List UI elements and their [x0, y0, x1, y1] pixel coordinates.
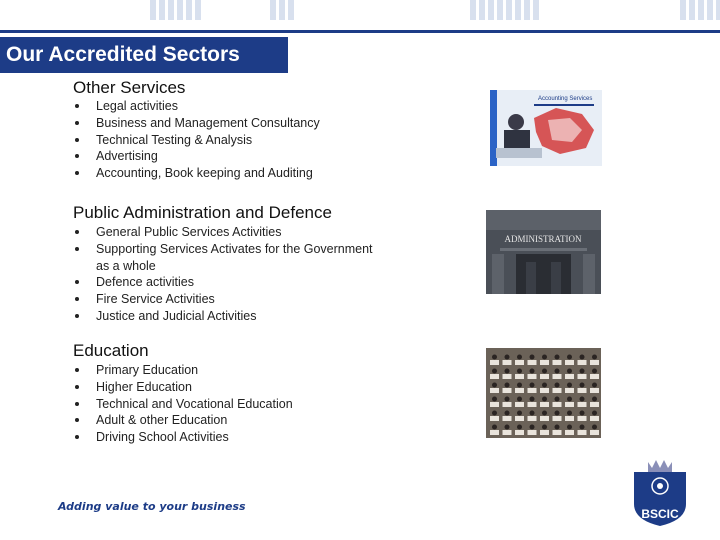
- list-item-text-continued: as a whole: [96, 258, 156, 273]
- list-item-text: Higher Education: [96, 379, 192, 394]
- exam-desk: [578, 388, 587, 393]
- header-grid-pattern: [270, 0, 294, 20]
- list-item-text: Technical and Vocational Education: [96, 396, 293, 411]
- student-figure: [567, 355, 572, 360]
- student-figure: [580, 425, 585, 430]
- page-title: Our Accredited Sectors: [0, 37, 288, 73]
- exam-desk: [540, 388, 549, 393]
- public-administration-list: [73, 224, 373, 325]
- header-grid-pattern: [470, 0, 539, 20]
- exam-desk: [578, 416, 587, 421]
- exam-desk: [490, 388, 499, 393]
- exam-desk: [540, 402, 549, 407]
- student-figure: [542, 369, 547, 374]
- exam-desk: [503, 416, 512, 421]
- exam-desk: [578, 430, 587, 435]
- bullet-icon: [75, 230, 79, 234]
- student-figure: [542, 355, 547, 360]
- exam-desk: [540, 360, 549, 365]
- student-figure: [542, 383, 547, 388]
- list-item-text: Adult & other Education: [96, 413, 228, 428]
- list-item-text: Primary Education: [96, 363, 199, 377]
- student-figure: [530, 411, 535, 416]
- exam-desk: [565, 416, 574, 421]
- list-item: [73, 132, 320, 149]
- exam-desk: [528, 388, 537, 393]
- bullet-icon: [75, 104, 79, 108]
- student-figure: [492, 383, 497, 388]
- exam-desk: [565, 388, 574, 393]
- bullet-icon: [75, 368, 79, 372]
- header-grid-pattern: [680, 0, 720, 20]
- student-figure: [517, 425, 522, 430]
- bullet-icon: [75, 138, 79, 142]
- student-figure: [492, 355, 497, 360]
- student-figure: [505, 383, 510, 388]
- student-figure: [567, 425, 572, 430]
- student-figure: [530, 369, 535, 374]
- student-figure: [530, 425, 535, 430]
- student-figure: [555, 397, 560, 402]
- exam-desk: [503, 388, 512, 393]
- exam-desk: [528, 374, 537, 379]
- student-figure: [580, 411, 585, 416]
- exam-hall-image: [486, 348, 601, 438]
- list-item: [73, 308, 373, 325]
- list-item: [73, 412, 293, 429]
- student-figure: [592, 369, 597, 374]
- student-figure: [567, 383, 572, 388]
- student-figure: [542, 425, 547, 430]
- student-figure: [580, 355, 585, 360]
- list-item-text: Business and Management Consultancy: [96, 115, 320, 130]
- bullet-icon: [75, 121, 79, 125]
- bullet-icon: [75, 280, 79, 284]
- list-item-text: Justice and Judicial Activities: [96, 308, 257, 323]
- bullet-icon: [75, 418, 79, 422]
- list-item: [73, 362, 293, 379]
- student-figure: [530, 355, 535, 360]
- student-figure: [492, 411, 497, 416]
- exam-desk: [590, 402, 599, 407]
- accounting-services-image: [490, 90, 602, 166]
- student-figure: [542, 411, 547, 416]
- student-figure: [580, 383, 585, 388]
- exam-desk: [490, 374, 499, 379]
- exam-desk: [578, 360, 587, 365]
- exam-desk: [553, 388, 562, 393]
- student-figure: [592, 383, 597, 388]
- exam-desk: [490, 416, 499, 421]
- student-figure: [492, 425, 497, 430]
- student-figure: [530, 383, 535, 388]
- student-figure: [505, 425, 510, 430]
- exam-desk: [565, 360, 574, 365]
- exam-desk: [515, 388, 524, 393]
- student-figure: [592, 425, 597, 430]
- student-figure: [580, 369, 585, 374]
- student-figure: [530, 397, 535, 402]
- administration-building-image: [486, 210, 601, 294]
- exam-desk: [490, 430, 499, 435]
- exam-desk: [590, 360, 599, 365]
- exam-desk: [590, 430, 599, 435]
- student-figure: [580, 397, 585, 402]
- exam-desk: [528, 360, 537, 365]
- accounting-image-caption: Accounting Services: [538, 96, 593, 102]
- education-list: [73, 362, 293, 446]
- exam-desk: [553, 430, 562, 435]
- student-figure: [517, 397, 522, 402]
- bullet-icon: [75, 314, 79, 318]
- exam-desk: [503, 430, 512, 435]
- bscic-logo-text: BSCIC: [641, 507, 679, 521]
- list-item-text: Technical Testing & Analysis: [96, 132, 253, 147]
- exam-desk: [490, 360, 499, 365]
- student-figure: [505, 411, 510, 416]
- exam-desk: [515, 416, 524, 421]
- student-figure: [542, 397, 547, 402]
- student-figure: [592, 355, 597, 360]
- student-figure: [517, 411, 522, 416]
- exam-desk: [553, 416, 562, 421]
- list-item: [73, 274, 373, 291]
- exam-desk: [553, 360, 562, 365]
- list-item: [73, 148, 320, 165]
- student-figure: [567, 397, 572, 402]
- header-grid-pattern: [150, 0, 201, 20]
- bullet-icon: [75, 154, 79, 158]
- student-figure: [492, 397, 497, 402]
- exam-desk: [515, 430, 524, 435]
- list-item: [73, 224, 373, 241]
- exam-desk: [590, 416, 599, 421]
- exam-desk: [490, 402, 499, 407]
- student-figure: [592, 397, 597, 402]
- exam-desk: [565, 374, 574, 379]
- exam-desk: [578, 402, 587, 407]
- bullet-icon: [75, 171, 79, 175]
- other-services-list: [73, 98, 320, 182]
- student-figure: [555, 383, 560, 388]
- student-figure: [517, 383, 522, 388]
- exam-desk: [565, 402, 574, 407]
- student-figure: [517, 369, 522, 374]
- section-heading-other-services: Other Services: [73, 78, 186, 97]
- exam-desk: [565, 430, 574, 435]
- section-heading-public-administration: Public Administration and Defence: [73, 203, 332, 222]
- student-figure: [555, 425, 560, 430]
- bullet-icon: [75, 402, 79, 406]
- exam-desk: [528, 416, 537, 421]
- footer-tagline: Adding value to your business: [58, 500, 246, 513]
- student-figure: [505, 369, 510, 374]
- exam-desk: [540, 416, 549, 421]
- exam-desk: [578, 374, 587, 379]
- student-figure: [492, 369, 497, 374]
- bullet-icon: [75, 247, 79, 251]
- student-figure: [567, 369, 572, 374]
- list-item-text: Driving School Activities: [96, 430, 229, 445]
- student-figure: [555, 411, 560, 416]
- list-item-text: Advertising: [96, 149, 158, 164]
- administration-image-caption: ADMINISTRATION: [504, 234, 582, 244]
- decorative-header-band: [0, 0, 720, 37]
- list-item-text: Accounting, Book keeping and Auditing: [96, 166, 313, 181]
- exam-desk: [503, 402, 512, 407]
- list-item-text: Defence activities: [96, 275, 194, 290]
- exam-desk: [528, 402, 537, 407]
- exam-desk: [590, 388, 599, 393]
- exam-desk: [540, 374, 549, 379]
- exam-desk: [553, 374, 562, 379]
- section-heading-education: Education: [73, 341, 149, 360]
- student-figure: [555, 369, 560, 374]
- exam-desk: [503, 360, 512, 365]
- student-figure: [567, 411, 572, 416]
- exam-desk: [540, 430, 549, 435]
- student-figure: [592, 411, 597, 416]
- list-item: [73, 165, 320, 182]
- exam-desk: [528, 430, 537, 435]
- list-item: [73, 291, 373, 308]
- student-figure: [505, 355, 510, 360]
- exam-desk: [515, 402, 524, 407]
- bullet-icon: [75, 297, 79, 301]
- exam-desk: [515, 360, 524, 365]
- student-figure: [555, 355, 560, 360]
- exam-desk: [515, 374, 524, 379]
- exam-desk: [553, 402, 562, 407]
- list-item-text: Fire Service Activities: [96, 292, 215, 307]
- bullet-icon: [75, 385, 79, 389]
- list-item-text: General Public Services Activities: [96, 225, 282, 239]
- list-item: [73, 115, 320, 132]
- student-figure: [517, 355, 522, 360]
- list-item: [73, 379, 293, 396]
- list-item-text: Legal activities: [96, 99, 178, 113]
- header-rule: [0, 30, 720, 33]
- bullet-icon: [75, 435, 79, 439]
- student-figure: [505, 397, 510, 402]
- list-item: [73, 396, 293, 413]
- list-item-text: Supporting Services Activates for the Government: [96, 241, 373, 256]
- list-item: [73, 429, 293, 446]
- list-item: [73, 98, 320, 115]
- list-item: [73, 241, 373, 275]
- exam-desk: [503, 374, 512, 379]
- exam-desk: [590, 374, 599, 379]
